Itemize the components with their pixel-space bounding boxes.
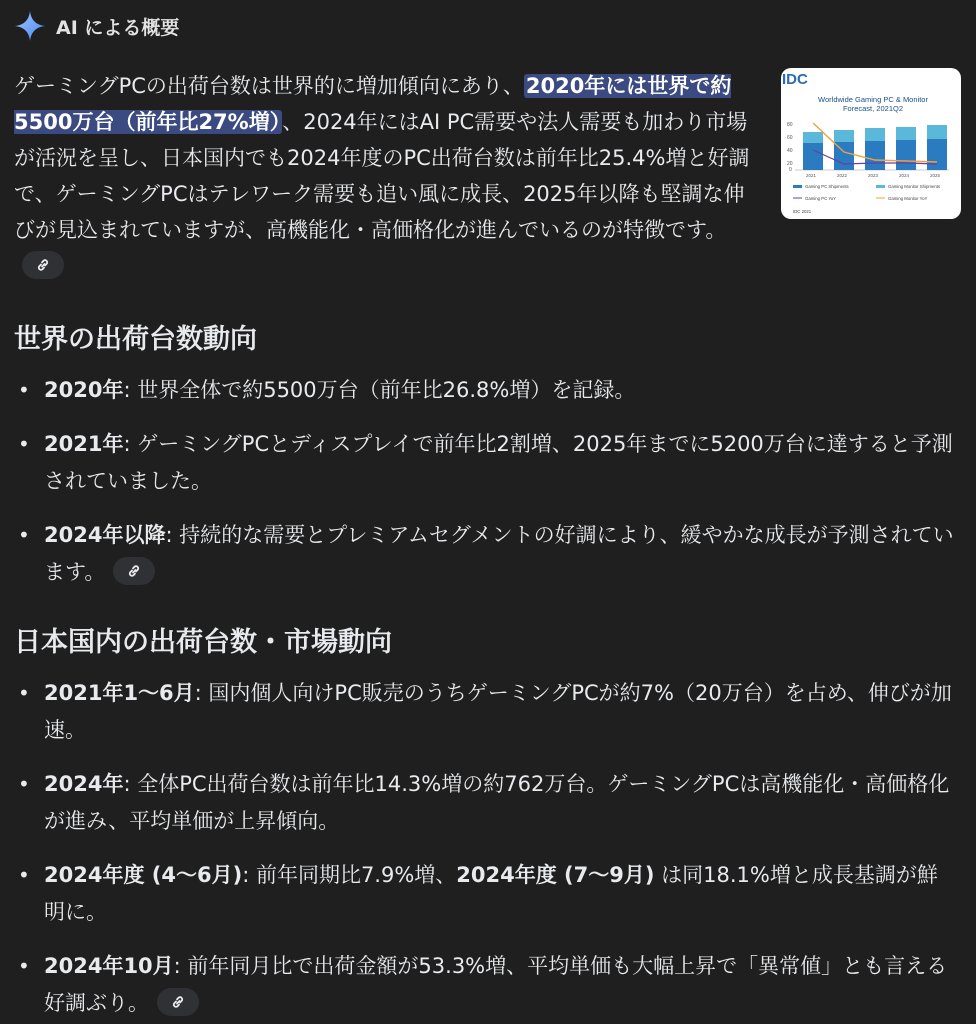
source-link-button[interactable]	[157, 988, 199, 1016]
thumbnail-legend: Gaming PC Shipments	[805, 184, 849, 189]
overview-summary	[14, 68, 754, 284]
ai-overview-title: AI による概要	[56, 16, 180, 39]
thumbnail-title-line2: Forecast, 2021Q2	[842, 104, 904, 113]
gemini-sparkle-icon	[14, 10, 46, 42]
thumbnail-y-tick: 0	[789, 167, 792, 173]
idc-chart-thumbnail[interactable]	[781, 68, 961, 219]
item-label: 2024年以降	[44, 523, 166, 547]
item-label: 2024年度 (4〜6月)	[44, 863, 243, 887]
thumbnail-y-tick: 60	[787, 135, 793, 141]
japan-market-list	[14, 675, 954, 1022]
item-text: : 世界全体で約5500万台（前年比26.8%増）を記録。	[123, 378, 636, 402]
thumbnail-year: 2024	[899, 173, 910, 178]
section-heading-japan: 日本国内の出荷台数・市場動向	[14, 627, 392, 658]
world-shipment-list	[14, 372, 954, 591]
list-item	[14, 948, 954, 1022]
list-item	[14, 675, 954, 749]
section-heading-world: 世界の出荷台数動向	[14, 324, 257, 355]
thumbnail-legend: Gaming PC YoY	[805, 196, 837, 201]
summary-text-post: 、2024年にはAI PC需要や法人需要も加わり市場が活況を呈し、日本国内でも2024年度のPC出荷台数は前年比25.4%増と好調で、ゲーミングPCはテレワーク需要も追い風に成長、2025年以降も堅調な伸びが見込まれていますが、高機能化・高価格化が進んでいるのが特徴です。	[14, 110, 750, 242]
item-text: : 前年同月比で出荷金額が53.3%増、平均単価も大幅上昇で「異常値」とも言える好調ぶり。	[44, 954, 948, 1015]
thumbnail-year: 2023	[868, 173, 879, 178]
thumbnail-y-tick: 80	[787, 122, 793, 128]
item-label: 2020年	[44, 378, 124, 402]
thumbnail-year: 2021	[806, 173, 817, 178]
item-text: : 持続的な需要とプレミアムセグメントの好調により、緩やかな成長が予測されています。	[44, 523, 954, 584]
thumbnail-year: 2022	[837, 173, 848, 178]
thumbnail-y-tick: 20	[787, 161, 793, 167]
summary-text-pre: ゲーミングPCの出荷台数は世界的に増加傾向にあり、	[14, 74, 524, 98]
thumbnail-y-tick: 40	[787, 148, 793, 154]
item-text: : 全体PC出荷台数は前年比14.3%増の約762万台。ゲーミングPCは高機能化・高価格化が進み、平均単価が上昇傾向。	[44, 772, 950, 833]
ai-overview-header	[14, 10, 179, 42]
list-item	[14, 372, 954, 409]
item-text-secondary: は同18.1%増と成長基調が鮮明に。	[44, 863, 938, 924]
thumbnail-title-line1: Worldwide Gaming PC & Monitor	[818, 95, 928, 104]
thumbnail-source: IDC 2021	[793, 209, 812, 214]
source-link-button[interactable]	[22, 251, 64, 279]
item-label-secondary: 2024年度 (7〜9月)	[456, 863, 655, 887]
source-link-button[interactable]	[113, 557, 155, 585]
list-item	[14, 857, 954, 931]
summary-highlight: 2020年には世界で約5500万台（前年比27%増）	[14, 74, 732, 134]
item-text: : ゲーミングPCとディスプレイで前年比2割増、2025年までに5200万台に達すると予測されていました。	[44, 432, 953, 493]
item-label: 2024年10月	[44, 954, 174, 978]
link-icon	[35, 257, 51, 273]
item-label: 2024年	[44, 772, 124, 796]
list-item	[14, 766, 954, 840]
idc-logo: IDC	[782, 71, 808, 88]
link-icon	[170, 994, 186, 1010]
list-item	[14, 517, 954, 591]
item-label: 2021年1〜6月	[44, 681, 195, 705]
thumbnail-legend: Gaming Monitor Shipments	[888, 184, 941, 189]
thumbnail-year: 2025	[930, 173, 941, 178]
item-text: : 前年同期比7.9%増、	[242, 863, 457, 887]
link-icon	[126, 563, 142, 579]
item-text: : 国内個人向けPC販売のうちゲーミングPCが約7%（20万台）を占め、伸びが加速。	[44, 681, 952, 742]
list-item	[14, 426, 954, 500]
item-label: 2021年	[44, 432, 124, 456]
thumbnail-legend: Gaming Monitor YoY	[888, 196, 928, 201]
